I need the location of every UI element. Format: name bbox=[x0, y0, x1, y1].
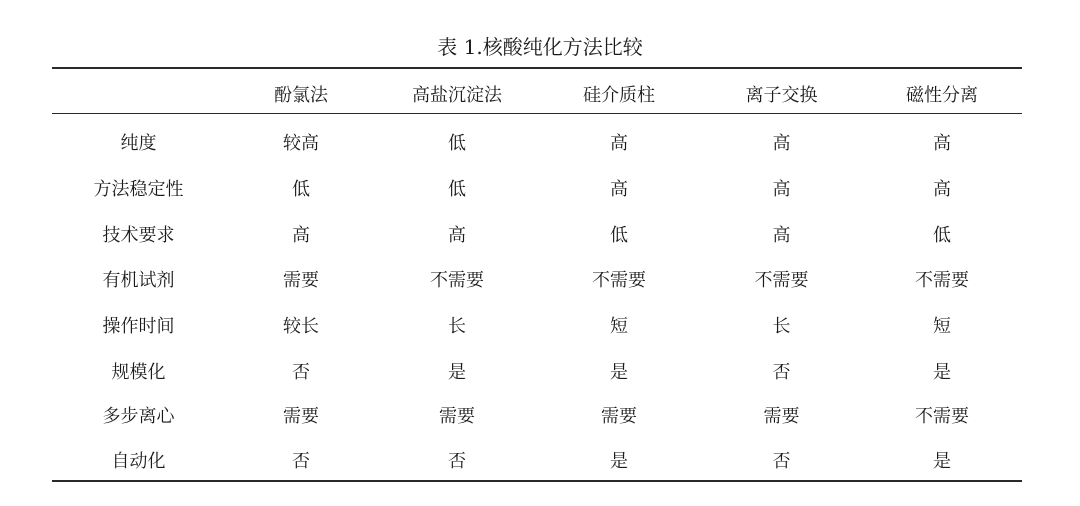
table-cell: 长 bbox=[448, 316, 466, 337]
table-cell: 否 bbox=[292, 362, 310, 383]
row-label-cell: 纯度 bbox=[120, 133, 157, 154]
table-cell: 是 bbox=[448, 362, 466, 383]
table-cell: 低 bbox=[610, 225, 628, 246]
table-cell: 较长 bbox=[283, 316, 319, 337]
table-cell: 否 bbox=[448, 451, 466, 472]
table-cell: 不需要 bbox=[915, 406, 969, 427]
table-cell: 需要 bbox=[763, 406, 800, 427]
table-row-operation-time bbox=[52, 313, 1022, 341]
table-cell: 高 bbox=[772, 133, 791, 154]
table-cell: 低 bbox=[448, 179, 466, 200]
table-row-method-stability bbox=[52, 176, 1022, 204]
table-row-automation bbox=[52, 448, 1022, 476]
table-header-row bbox=[52, 82, 1022, 110]
table-cell: 否 bbox=[292, 451, 310, 472]
row-label-cell: 技术要求 bbox=[102, 225, 175, 246]
header-cell-empty bbox=[52, 82, 225, 110]
table-cell: 高 bbox=[610, 133, 628, 154]
table-cell: 是 bbox=[610, 451, 628, 472]
table-cell: 需要 bbox=[601, 406, 637, 427]
table-top-rule bbox=[52, 67, 1022, 69]
row-label-cell: 有机试剂 bbox=[102, 270, 175, 291]
table-cell: 需要 bbox=[283, 406, 319, 427]
table-cell: 不需要 bbox=[754, 270, 809, 291]
table-cell: 高 bbox=[292, 225, 310, 246]
table-cell: 低 bbox=[448, 133, 466, 154]
table-row-organic-reagent bbox=[52, 267, 1022, 295]
table-cell: 是 bbox=[933, 362, 951, 383]
row-label-cell: 操作时间 bbox=[102, 316, 175, 337]
table-cell: 不需要 bbox=[915, 270, 969, 291]
table-cell: 高 bbox=[933, 179, 951, 200]
table-cell: 需要 bbox=[439, 406, 475, 427]
header-cell-magnetic-separation: 磁性分离 bbox=[906, 85, 978, 106]
table-cell: 高 bbox=[933, 133, 951, 154]
table-header-rule bbox=[52, 113, 1022, 114]
header-cell-phenol-chloroform: 酚氯法 bbox=[274, 85, 328, 106]
row-label-cell: 方法稳定性 bbox=[93, 179, 184, 200]
table-row-scalability bbox=[52, 359, 1022, 387]
table-cell: 需要 bbox=[283, 270, 319, 291]
row-label-cell: 自动化 bbox=[111, 451, 166, 472]
header-cell-salting-out: 高盐沉淀法 bbox=[412, 85, 502, 106]
table-cell: 不需要 bbox=[430, 270, 484, 291]
table-cell: 否 bbox=[772, 362, 791, 383]
table-cell: 高 bbox=[772, 179, 791, 200]
table-bottom-rule bbox=[52, 480, 1022, 482]
table-cell: 短 bbox=[610, 316, 628, 337]
table-cell: 高 bbox=[448, 225, 466, 246]
table-row-multi-step-centrifugation bbox=[52, 403, 1022, 431]
table-caption: 表 1.核酸纯化方法比较 bbox=[437, 35, 643, 59]
header-cell-ion-exchange: 离子交换 bbox=[745, 85, 818, 106]
table-row-purity bbox=[52, 130, 1022, 158]
table-cell: 高 bbox=[772, 225, 791, 246]
table-cell: 否 bbox=[772, 451, 791, 472]
table-cell: 短 bbox=[933, 316, 951, 337]
table-cell: 是 bbox=[610, 362, 628, 383]
table-cell: 是 bbox=[933, 451, 951, 472]
row-label-cell: 多步离心 bbox=[102, 406, 175, 427]
table-cell: 低 bbox=[292, 179, 310, 200]
table-cell: 低 bbox=[933, 225, 951, 246]
table-cell: 长 bbox=[772, 316, 791, 337]
table-cell: 不需要 bbox=[592, 270, 646, 291]
header-cell-silica-column: 硅介质柱 bbox=[583, 85, 655, 106]
table-cell: 高 bbox=[610, 179, 628, 200]
table-row-technical-requirement bbox=[52, 222, 1022, 250]
row-label-cell: 规模化 bbox=[111, 362, 166, 383]
table-cell: 较高 bbox=[283, 133, 319, 154]
